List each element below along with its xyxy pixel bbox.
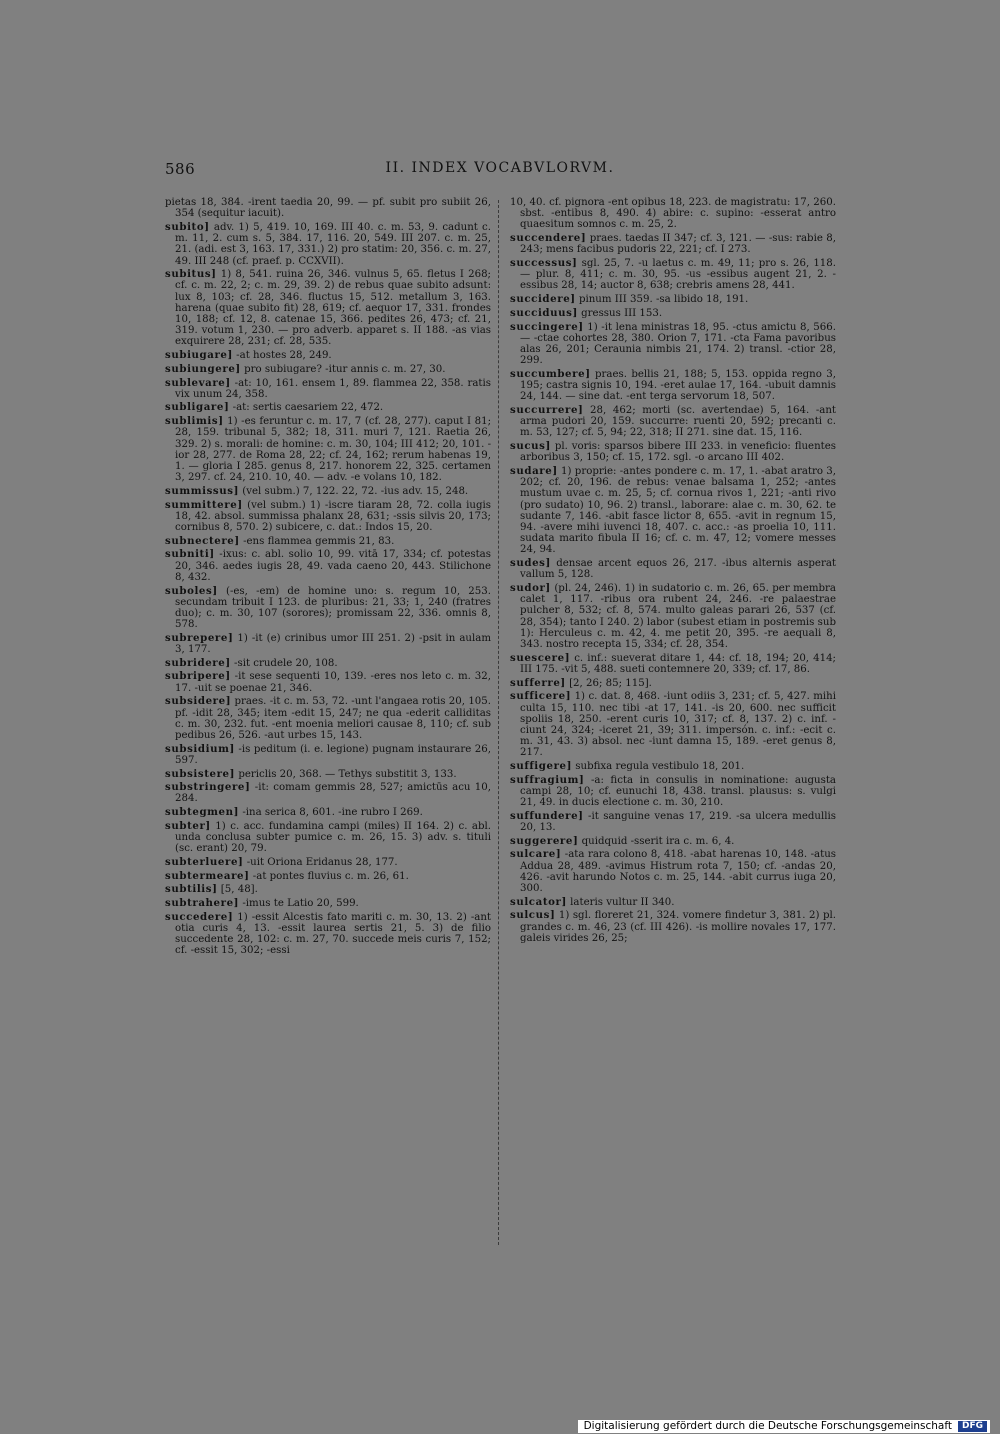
index-entry: succingere] 1) -it lena ministras 18, 95. -ctus amictu 8, 566. — -ctae cohortes 28, 380. Orion 7, 171. -cta Fama pavoribus alas 26, 201; Ceraunia nimbis 21, 174. 2) transl. -ctior 28, 299. (510, 320, 836, 367)
index-entry: succedere] 1) -essit Alcestis fato mariti c. m. 30, 13. 2) -ant otia curis 4, 13. -essit laurea sertis 21, 5. 3) de filio succedente 28, 102: c. m. 27, 70. succede meis curis 7, 152; cf. -essit 15, 302; -essi (165, 910, 491, 957)
index-entry: suboles] (-es, -em) de homine uno: s. regum 10, 253. secundam tribuit I 123. de pluribus: 21, 33; 1, 240 (fratres duo); c. m. 30, 107 (sorores); promissam 22, 336. omnis 8, 578. (165, 584, 491, 631)
index-entry: subiugare] -at hostes 28, 249. (165, 349, 332, 362)
index-entry: subnectere] -ens flammea gemmis 21, 83. (165, 534, 395, 547)
index-entry: subtrahere] -imus te Latio 20, 599. (165, 897, 359, 910)
left-column (165, 197, 491, 959)
index-entry: sublevare] -at: 10, 161. ensem 1, 89. flammea 22, 358. ratis vix unum 24, 358. (165, 376, 491, 400)
funding-note: Digitalisierung gefördert durch die Deutsche Forschungsgemeinschaft (583, 1420, 952, 1432)
footer-credit (578, 1420, 990, 1433)
index-entry: sublimis] 1) -es feruntur c. m. 17, 7 (cf. 28, 277). caput I 81; 28, 159. tribunal 5, 382; 18, 311. muri 7, 121. Raetia 26, 329. 2) s. morali: de homine: c. m. 30, 104; III 412; 20, 101. -ior 28, 277. de Roma 28, 22; cf. 24, 162; rerum habenas 19, 1. — gloria I 285. genus 8, 217. honorem 22, 325. certamen 3, 297. cf. 24, 210. 10, 40. — adv. -e volans 10, 182. (165, 415, 492, 484)
index-entry: 10, 40. cf. pignora -ent opibus 18, 223. de magistratu: 17, 260. sbst. -entibus 8, 490. 4) abire: c. supino: -esserat antro quaesitum somnos c. m. 25, 2. (510, 197, 836, 231)
page-number: 586 (165, 160, 196, 178)
index-entry: sufficere] 1) c. dat. 8, 468. -iunt odiis 3, 231; cf. 5, 427. mihi culta 15, 110. nec tibi -at 17, 141. -is 20, 600. nec sufficit spoliis 18, 250. -erent curis 10, 317; cf. 8, 137. 2) c. inf. -ciunt 24, 324; -iceret 21, 39; 311. impersón. c. inf.: -ecit c. m. 31, 43. 3) absol. nec -iunt damna 15, 189. -eret genus 8, 217. (510, 690, 836, 759)
index-entry: subtermeare] -at pontes fluvius c. m. 26, 61. (165, 869, 409, 882)
index-entry: suescere] c. inf.: sueverat ditare 1, 44: cf. 18, 194; 20, 414; III 175. -vit 5, 488. sueti contemnere 20, 339; cf. 17, 86. (510, 651, 836, 675)
index-entry: succiduus] gressus III 153. (510, 306, 663, 319)
index-entry: subter] 1) c. acc. fundamina campi (miles) II 164. 2) c. abl. unda conclusa subter pumice c. m. 26, 15. 3) adv. s. tituli (sc. erant) 20, 79. (165, 819, 491, 855)
index-entry: subitus] 1) 8, 541. ruina 26, 346. vulnus 5, 65. fletus I 268; cf. c. m. 22, 2; c. m. 29, 39. 2) de rebus quae subito adsunt: lux 8, 103; cf. 28, 346. fluctus 15, 512. metallum 3, 163. harena (quae subito fit) 28, 619; cf. aequor 17, 331. frondes 10, 188; cf. 12, 8. catenae 15, 366. pedites 26, 473; cf. 21, 319. votum 1, 230. — pro adverb. apparet s. II 188. -as vias exquirere 28, 231; cf. 28, 535. (165, 268, 491, 348)
index-entry: subridere] -sit crudele 20, 108. (165, 656, 338, 669)
index-entry: succurrere] 28, 462; morti (sc. avertendae) 5, 164. -ant arma pudori 20, 159. succurre: ruenti 20, 592; precanti c. m. 53, 127; cf. 5, 94; 22, 318; II 271. sine dat. 15, 116. (510, 403, 836, 439)
index-entry: suffundere] -it sanguine venas 17, 219. -sa ulcera medullis 20, 13. (510, 809, 836, 834)
dfg-logo: DFG (958, 1421, 987, 1432)
index-entry: subito] adv. 1) 5, 419. 10, 169. III 40. c. m. 53, 9. cadunt c. m. 11, 2. cum s. 5, 384. 17, 116. 20, 549. III 207. c. m. 25, 21. (adi. est 3, 163. 17, 331.) 2) pro statim: 20, 356. c. m. 27, 49. III 248 (cf. praef. p. CCXVII). (165, 220, 491, 267)
index-entry: sucus] pl. voris: sparsos bibere III 233. in veneficio: fluentes arboribus 3, 150; cf. 15, 172. sgl. -o arcano III 402. (510, 440, 836, 464)
index-entry: subsidere] praes. -it c. m. 53, 72. -unt l'angaea rotis 20, 105. pf. -idit 28, 345; item -edit 15, 247; ne qua -ederit calliditas c. m. 30, 232. fut. -ent moenia meliori causae 8, 110; cf. sub pedibus 26, 526. -aut urbes 15, 143. (165, 695, 491, 741)
index-entry: subrepere] 1) -it (e) crinibus umor III 251. 2) -psit in aulam 3, 177. (165, 631, 491, 656)
index-entry: subtegmen] -ina serica 8, 601. -ine rubro I 269. (165, 806, 423, 819)
column-divider (498, 200, 499, 1245)
index-entry: subsidium] -is peditum (i. e. legione) pugnam instaurare 26, 597. (165, 742, 491, 766)
index-entry: succumbere] praes. bellis 21, 188; 5, 153. oppida regno 3, 195; castra signis 10, 194. -eret aulae 17, 164. -ubuit damnis 24, 144. — sine dat. -ent terga servorum 18, 507. (510, 367, 836, 403)
index-entry: sufferre] [2, 26; 85; 115]. (510, 676, 652, 689)
index-entry: subsistere] periclis 20, 368. — Tethys substitit 3, 133. (165, 767, 457, 780)
index-entry: sudor] (pl. 24, 246). 1) in sudatorio c. m. 26, 65. per membra calet 1, 117. -ribus ora rubent 24, 246. -re palaestrae pulcher 8, 532; cf. 8, 574. multo galeas parari 26, 537 (cf. 28, 354); tanto I 240. 2) labor (subest etiam in postremis sub 1): Herculeus c. m. 42, 4. me petit 20, 395. -re aequali 8, 343. nostro recepta 15, 334; cf. 28, 354. (510, 582, 836, 651)
index-entry: sulcus] 1) sgl. floreret 21, 324. vomere findetur 3, 381. 2) pl. grandes c. m. 46, 23 (cf. III 426). -is mollire novales 17, 177. galeis virides 26, 25; (510, 909, 836, 944)
index-entry: summittere] (vel subm.) 1) -iscre tiaram 28, 72. colla iugis 18, 42. absol. summissa phalanx 28, 631; -ssis silvis 20, 173; cornibus 8, 570. 2) subicere, c. dat.: Indos 15, 20. (165, 498, 491, 533)
index-entry: subripere] -it sese sequenti 10, 139. -eres nos leto c. m. 32, 17. -uit se poenae 21, 346. (165, 670, 491, 694)
index-entry: subligare] -at: sertis caesariem 22, 472. (165, 401, 384, 414)
right-column (510, 197, 836, 947)
index-entry: suffragium] -a: ficta in consulis in nominatione: augusta campi 28, 10; cf. eunuchi 18, 438. transl. plausus: s. vulgi 21, 49. in ducis electione c. m. 30, 210. (510, 773, 836, 809)
index-entry: subiungere] pro subiugare? -itur annis c. m. 27, 30. (165, 362, 446, 375)
index-entry: sudes] densae arcent equos 26, 217. -ibus alternis asperat vallum 5, 128. (510, 557, 836, 581)
index-entry: suggerere] quidquid -sserit ira c. m. 6, 4. (510, 834, 735, 847)
index-entry: summissus] (vel subm.) 7, 122. 22, 72. -ius adv. 15, 248. (165, 484, 469, 497)
index-entry: pietas 18, 384. -irent taedia 20, 99. — pf. subit pro subiit 26, 354 (sequitur iacuit). (165, 197, 491, 220)
running-title: II. INDEX VOCABVLORVM. (385, 160, 615, 176)
index-entry: sudare] 1) proprie: -antes pondere c. m. 17, 1. -abat aratro 3, 202; cf. 20, 196. de rebus: venae balsama 1, 252; -antes mustum uvae c. m. 25, 5; cf. cornua rivos 1, 221; -anti rivo (pro sudato) 10, 96. 2) transl., laborare: alae c. m. 30, 62. te sudante 7, 146. -abit fasce lictor 8, 655. -avit in regnum 15, 94. -avere mihi iuvenci 18, 407. c. acc.: -as proelia 10, 111. sudata marito fibula II 16; cf. c. m. 47, 12; vomere messes 24, 94. (510, 464, 836, 556)
index-entry: sulcare] -ata rara colono 8, 418. -abat harenas 10, 148. -atus Addua 28, 489. -avimus Histrum rota 7, 150; cf. -andas 20, 426. -avit harundo Notos c. m. 25, 144. -abit currus iuga 20, 300. (510, 848, 836, 895)
page-header (165, 160, 835, 182)
index-entry: suffigere] subfixa regula vestibulo 18, 201. (510, 760, 745, 773)
index-entry: successus] sgl. 25, 7. -u laetus c. m. 49, 11; pro s. 26, 118. — plur. 8, 411; c. m. 30, 95. -us -essibus augent 21, 2. -essibus 28, 14; auctor 8, 638; crebris amens 28, 441. (510, 257, 836, 292)
index-entry: sulcator] lateris vultur II 340. (510, 895, 675, 908)
index-entry: succendere] praes. taedas II 347; cf. 3, 121. — -sus: rabie 8, 243; mens facibus pudoris 22, 221; cf. I 273. (510, 232, 836, 256)
index-entry: subniti] -ixus: c. abl. solio 10, 99. vitā 17, 334; cf. potestas 20, 346. aedes iugis 28, 49. vada caeno 20, 443. Stilichone 8, 432. (165, 548, 491, 583)
index-entry: substringere] -it: comam gemmis 28, 527; amictūs acu 10, 284. (165, 781, 491, 805)
index-entry: subtilis] [5, 48]. (165, 883, 258, 896)
index-entry: succidere] pinum III 359. -sa libido 18, 191. (510, 293, 749, 306)
index-entry: subterluere] -uit Oriona Eridanus 28, 177. (165, 855, 398, 868)
